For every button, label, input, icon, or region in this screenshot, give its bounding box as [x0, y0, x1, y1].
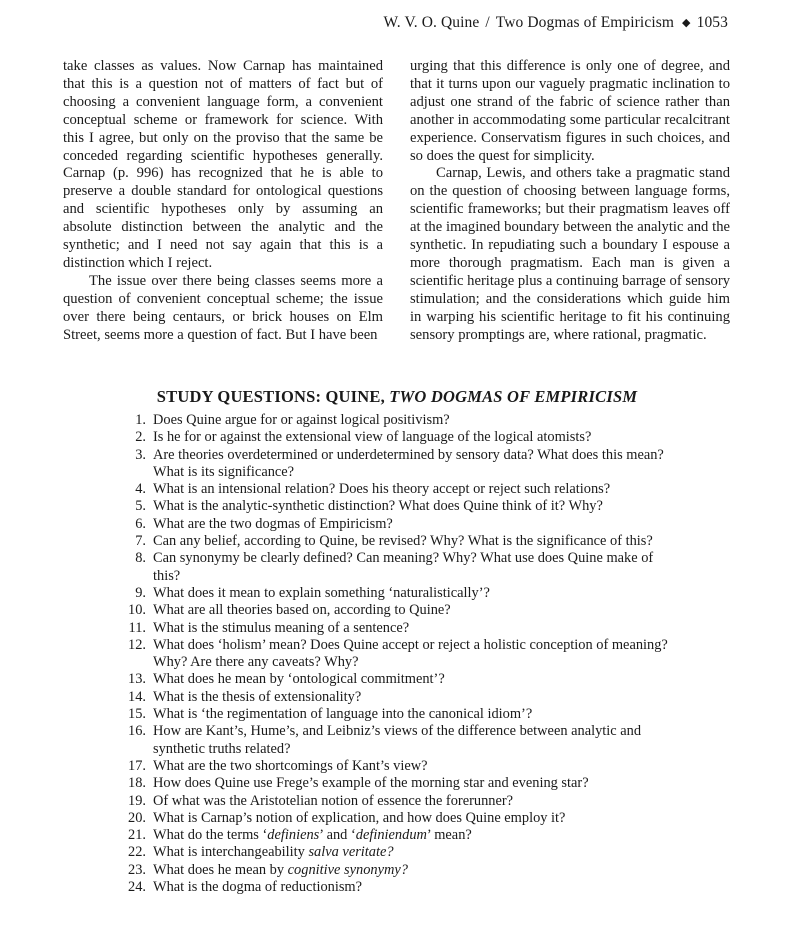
- question-text: What is an intensional relation? Does his theory accept or reject such relations?: [153, 481, 611, 498]
- question-number: 12.: [128, 636, 146, 653]
- question-number: 3.: [135, 446, 146, 463]
- left-text-column: [63, 58, 383, 345]
- right-text-column: [410, 58, 730, 345]
- question-number: 14.: [128, 688, 146, 705]
- list-item: [112, 620, 682, 637]
- question-text: [153, 862, 682, 879]
- study-questions-heading: [0, 387, 794, 407]
- question-number: 20.: [128, 809, 146, 826]
- list-item: [112, 862, 682, 879]
- list-item: [112, 689, 682, 706]
- question-text: Does Quine argue for or against logical positivism?: [153, 412, 450, 428]
- text-run: ’ mean?: [426, 827, 472, 844]
- list-item: [112, 533, 682, 550]
- question-text: [153, 844, 682, 861]
- heading-work-title: TWO DOGMAS OF EMPIRICISM: [389, 387, 638, 406]
- list-item: [112, 758, 682, 775]
- question-text: What is the thesis of extensionality?: [153, 688, 362, 705]
- question-text: What is ‘the regimentation of language into the canonical idiom’?: [153, 706, 533, 723]
- study-questions-list: [112, 412, 682, 896]
- question-text: Of what was the Aristotelian notion of essence the forerunner?: [153, 792, 514, 809]
- question-number: 7.: [135, 533, 146, 550]
- question-text: What does he mean by ‘ontological commitment’?: [153, 671, 445, 688]
- heading-prefix: STUDY QUESTIONS: QUINE,: [156, 387, 390, 406]
- diamond-ornament-icon: ◆: [682, 17, 691, 29]
- paragraph: Carnap, Lewis, and others take a pragmatic stand on the question of choosing between language forms, scientific frameworks; but their pragmatism leaves off at the imagined boundary between the analytic and the synthetic. In repudiating such a boundary I espouse a more thorough pragmatism. Each man is given a scientific heritage plus a continuing barrage of sensory stimulation; and the considerations which guide him in warping his scientific heritage to fit his continuing sensory promptings are, where rational, pragmatic.: [410, 165, 730, 343]
- page-number: 1053: [696, 14, 728, 31]
- question-number: 11.: [128, 619, 146, 636]
- question-number: 18.: [128, 775, 146, 792]
- question-number: 16.: [128, 723, 146, 740]
- question-number: 2.: [135, 429, 146, 446]
- question-number: 8.: [135, 550, 146, 567]
- text-run: What do the terms ‘: [153, 827, 268, 844]
- list-item: [112, 429, 682, 446]
- question-text: Can any belief, according to Quine, be revised? Why? What is the significance of this?: [153, 533, 653, 550]
- question-text: [153, 827, 682, 844]
- paragraph: The issue over there being classes seems more a question of convenient conceptual scheme; the issue over there being centaurs, or brick houses on Elm Street, seems more a question of fact. But I have been: [63, 272, 383, 343]
- question-number: 17.: [128, 757, 146, 774]
- question-number: 13.: [128, 671, 146, 688]
- question-text: How are Kant’s, Hume’s, and Leibniz’s views of the difference between analytic and synthetic truths related?: [153, 723, 642, 757]
- question-text: What is the stimulus meaning of a sentence?: [153, 619, 410, 636]
- list-item: [112, 775, 682, 792]
- running-header: [383, 14, 728, 32]
- list-item: [112, 481, 682, 498]
- text-run: What is interchangeability: [153, 844, 309, 861]
- question-number: 22.: [128, 844, 146, 861]
- question-number: 1.: [135, 412, 146, 428]
- list-item: [112, 827, 682, 844]
- question-number: 15.: [128, 706, 146, 723]
- question-text: What is Carnap’s notion of explication, and how does Quine employ it?: [153, 809, 566, 826]
- question-number: 9.: [135, 584, 146, 601]
- list-item: [112, 412, 682, 429]
- question-number: 23.: [128, 861, 146, 878]
- list-item: [112, 810, 682, 827]
- question-text: What is the dogma of reductionism?: [153, 879, 363, 896]
- italic-term: definiendum: [355, 827, 427, 844]
- question-number: 24.: [128, 879, 146, 896]
- paragraph: take classes as values. Now Carnap has maintained that this is a question not of matters of fact but of choosing a convenient language form, a convenient conceptual scheme or framework for science. With this I agree, but only on the proviso that the same be conceded regarding scientific hypotheses generally. Carnap (p. 996) has recognized that he is able to preserve a double standard for ontological questions and scientific hypotheses only by assuming an absolute distinction between the analytic and the synthetic; and I need not say again that this is a distinction which I reject.: [63, 58, 383, 271]
- list-item: [112, 498, 682, 515]
- question-number: 10.: [128, 602, 146, 619]
- list-item: [112, 585, 682, 602]
- italic-term: salva veritate?: [308, 844, 394, 861]
- question-number: 4.: [135, 481, 146, 498]
- list-item: [112, 447, 682, 482]
- list-item: [112, 516, 682, 533]
- question-text: Can synonymy be clearly defined? Can meaning? Why? What use does Quine make of this?: [153, 550, 654, 584]
- question-text: What are the two dogmas of Empiricism?: [153, 515, 393, 532]
- question-number: 5.: [135, 498, 146, 515]
- header-title: Two Dogmas of Empiricism: [495, 14, 675, 31]
- list-item: [112, 844, 682, 861]
- question-text: Are theories overdetermined or underdetermined by sensory data? What does this mean? What is its significance?: [153, 446, 664, 480]
- question-text: What are all theories based on, according to Quine?: [153, 602, 451, 619]
- list-item: [112, 879, 682, 896]
- paragraph: urging that this difference is only one of degree, and that it turns upon our vaguely pragmatic inclination to adjust one strand of the fabric of science rather than another in accommodating some particular recalcitrant experience. Conservatism figures in such choices, and so does the quest for simplicity.: [410, 58, 730, 164]
- question-text: How does Quine use Frege’s example of the morning star and evening star?: [153, 775, 589, 792]
- question-number: 6.: [135, 515, 146, 532]
- list-item: [112, 723, 682, 758]
- list-item: [112, 637, 682, 672]
- italic-term: definiens: [267, 827, 320, 844]
- list-item: [112, 706, 682, 723]
- italic-term: cognitive synonymy?: [287, 861, 408, 878]
- text-run: What does he mean by: [153, 861, 288, 878]
- question-text: What does ‘holism’ mean? Does Quine accept or reject a holistic conception of meaning? Why? Are there any caveats? Why?: [153, 636, 668, 671]
- list-item: [112, 602, 682, 619]
- question-text: What are the two shortcomings of Kant’s view?: [153, 757, 428, 774]
- header-separator: /: [485, 14, 490, 31]
- question-number: 21.: [128, 827, 146, 844]
- question-text: Is he for or against the extensional view of language of the logical atomists?: [153, 429, 592, 446]
- question-text: What is the analytic-synthetic distinction? What does Quine think of it? Why?: [153, 498, 603, 515]
- list-item: [112, 671, 682, 688]
- list-item: [112, 793, 682, 810]
- question-text: What does it mean to explain something ‘naturalistically’?: [153, 584, 490, 601]
- text-run: ’ and ‘: [319, 827, 356, 844]
- header-author: W. V. O. Quine: [383, 14, 480, 31]
- question-number: 19.: [128, 792, 146, 809]
- list-item: [112, 550, 682, 585]
